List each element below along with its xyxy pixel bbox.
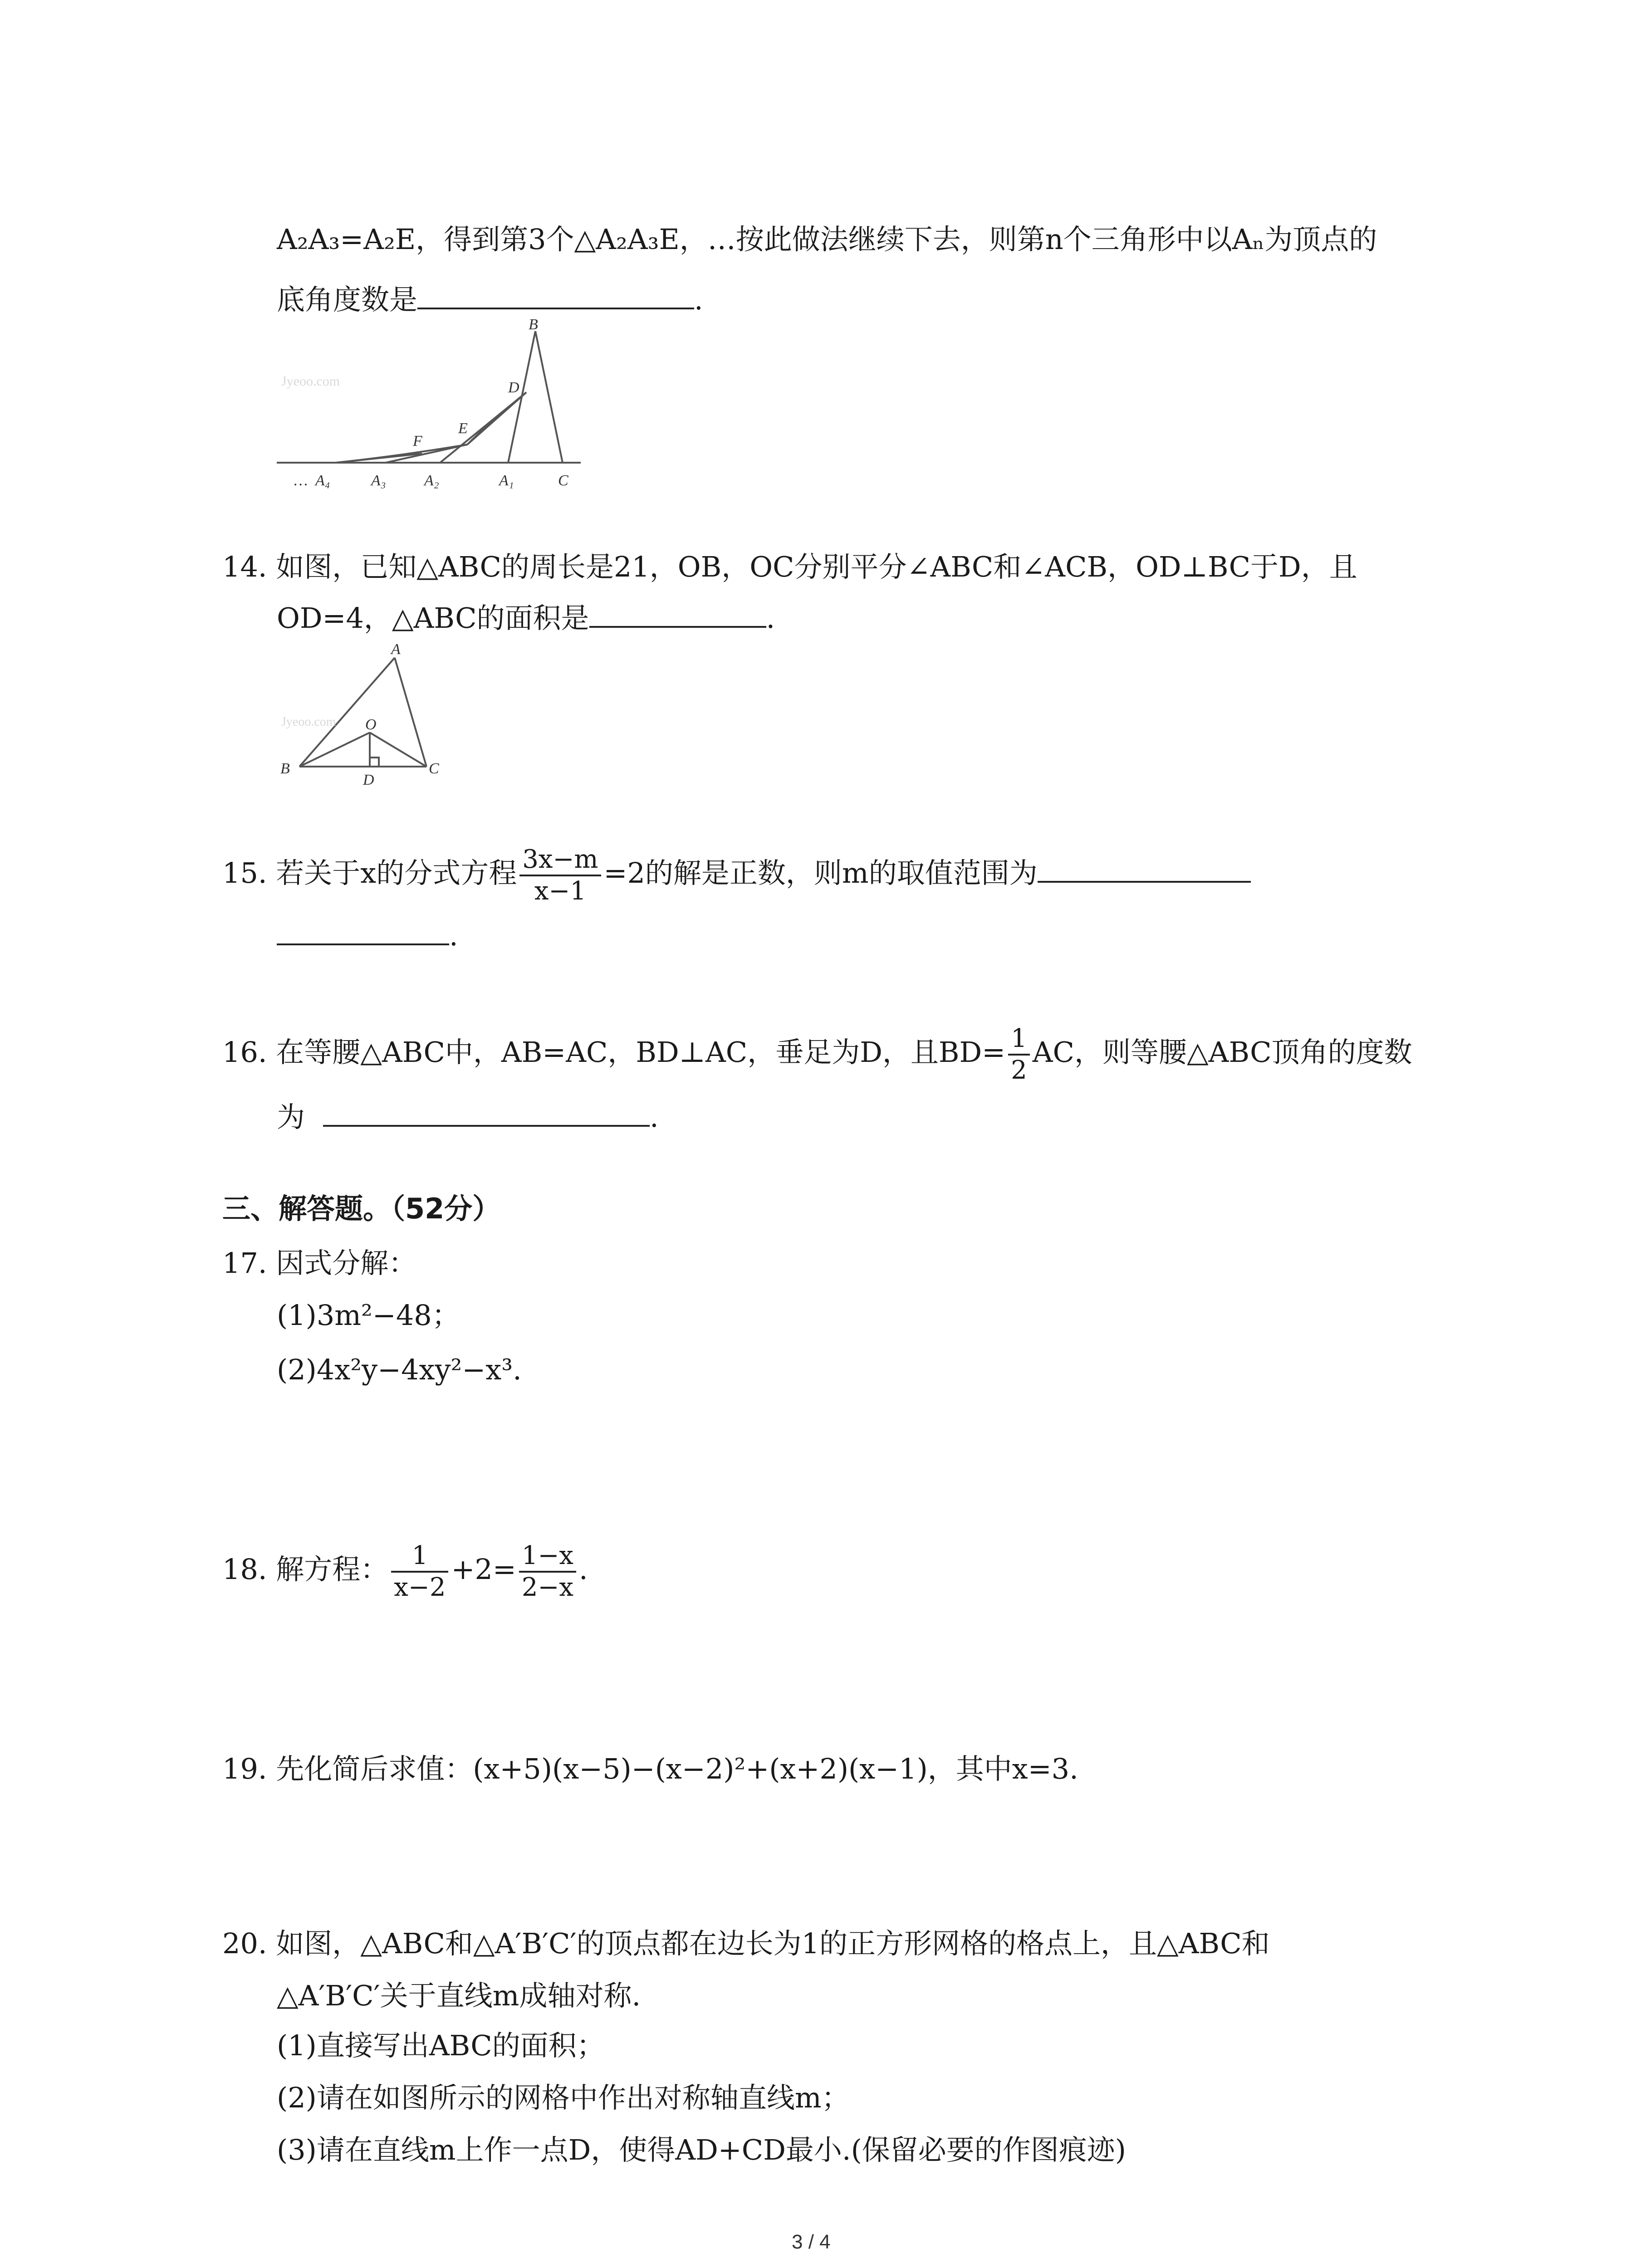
q17-part1: (1)3m²−48； [277,1299,460,1332]
answer-blank[interactable] [417,280,694,309]
q17-part2: (2)4x²y−4xy²−x³. [277,1353,522,1386]
answer-blank[interactable] [1038,854,1251,883]
label-E: E [458,420,468,437]
q18: 18. 解方程： $\frac{1}{x-2}$ +2= $\frac{1-x}{2-x}$ . [222,1540,588,1602]
q19: 19. 先化简后求值：(x+5)(x−5)−(x−2)²+(x+2)(x−1)，其中x=3. [222,1752,1078,1785]
label-A3: A₃ [371,472,386,489]
q16-line2: 为 . [277,1098,659,1135]
fraction-1: $\frac{1}{x-2}$ [391,1541,448,1603]
right-angle-mark [370,758,379,767]
answer-blank-cont[interactable] [277,916,449,945]
label-O: O [365,716,377,733]
figure-14 [272,635,463,789]
watermark: Jyeoo.com [281,374,340,389]
answer-blank[interactable] [323,1098,650,1127]
q14-line1: 14. 如图，已知△ABC的周长是21，OB，OC分别平分∠ABC和∠ACB，OD⊥BC于D，且 [222,550,1357,583]
fraction-2: $\frac{1-x}{2-x}$ [519,1541,576,1603]
label-F: F [413,433,422,450]
q17-stem: 17. 因式分解： [222,1246,417,1280]
label-A4: A₄ [315,472,330,489]
q20-part3: (3)请在直线m上作一点D，使得AD+CD最小.(保留必要的作图痕迹) [277,2133,1126,2166]
label-C: C [429,760,439,777]
edge-BC [535,331,563,463]
segment-OB [299,733,370,767]
label-A: A [391,641,401,658]
label-A2: A₂ [424,472,439,489]
q13-line1: A₂A₃=A₂E，得到第3个△A₂A₃E，…按此做法继续下去，则第n个三角形中以Aₙ为顶点的 [277,223,1377,256]
fraction: $\frac{1}{2}$ [1008,1024,1030,1085]
q20-line1: 20. 如图，△ABC和△A′B′C′的顶点都在边长为1的正方形网格的格点上，且△ABC和 [222,1927,1270,1960]
q20-part2: (2)请在如图所示的网格中作出对称轴直线m； [277,2081,850,2114]
label-D: D [363,772,374,788]
fraction: $\frac{3x-m}{x-1}$ [519,845,601,906]
label-B: B [529,318,538,333]
label-B: B [280,760,290,777]
answer-blank[interactable] [589,599,766,628]
label-dots: … [294,472,308,489]
label-A1: A₁ [499,472,514,489]
edge-AB [299,658,395,767]
watermark: Jyeoo.com [281,715,336,729]
q16-line1: 16. 在等腰△ABC中，AB=AC，BD⊥AC，垂足为D，且BD= $\frac{1}{2}$ AC，则等腰△ABC顶角的度数 [222,1023,1412,1085]
label-D: D [508,379,519,396]
label-C: C [558,472,568,489]
q13-line2: 底角度数是 . [277,280,703,318]
section-title: 三、解答题。（52分） [222,1192,501,1225]
page-number: 3 / 4 [792,2231,831,2253]
q15-line1: 15. 若关于x的分式方程 $\frac{3x-m}{x-1}$ =2的解是正数，则m的取值范围为 [222,844,1251,906]
q20-part1: (1)直接写出ABC的面积； [277,2029,605,2062]
figure-13 [272,318,599,499]
q20-line2: △A′B′C′关于直线m成轴对称. [277,1979,641,2012]
q15-line2: . [277,916,458,954]
q14-line2: OD=4，△ABC的面积是 . [277,599,775,636]
